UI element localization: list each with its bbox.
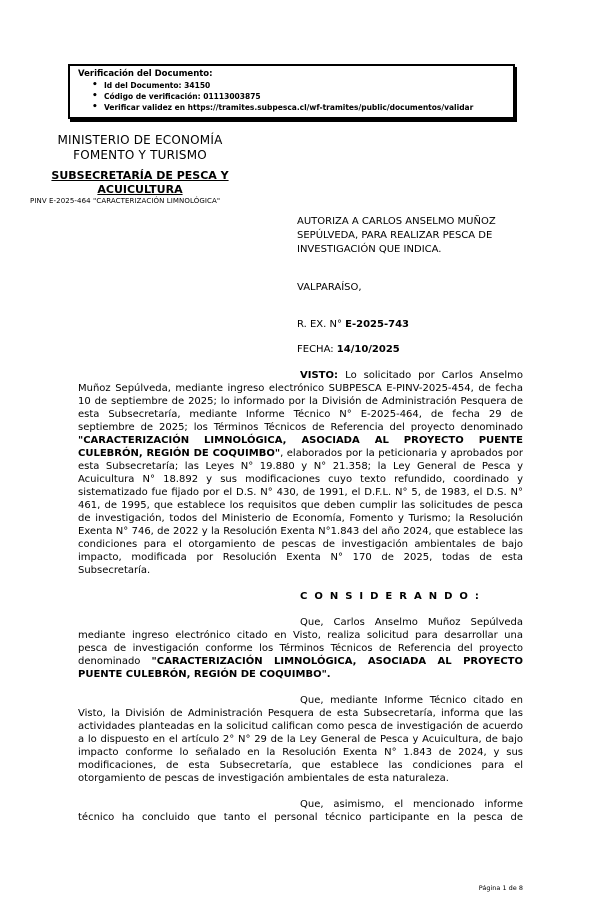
subsecretary-line2: ACUICULTURA xyxy=(97,183,183,196)
date-line xyxy=(297,344,400,355)
project-reference-note: PINV E-2025-464 "CARACTERIZACIÓN LIMNOLÓGICA" xyxy=(30,197,221,205)
document-body xyxy=(78,369,523,837)
city-line: VALPARAÍSO, xyxy=(297,282,362,293)
ministry-line2: FOMENTO Y TURISMO xyxy=(73,148,207,162)
verification-box xyxy=(68,64,515,119)
considerando-paragraph-3: Que, asimismo, el mencionado informe técnico ha concluido que tanto el personal técnico participante en la pesca de xyxy=(78,799,523,823)
considerando-heading: CONSIDERANDO: xyxy=(300,591,486,602)
resolution-number: E-2025-743 xyxy=(345,319,409,330)
resolution-subject: AUTORIZA A CARLOS ANSELMO MUÑOZ SEPÚLVEDA, PARA REALIZAR PESCA DE INVESTIGACIÓN QUE INDICA. xyxy=(297,216,496,255)
subsecretary-line1: SUBSECRETARÍA DE PESCA Y xyxy=(51,169,229,182)
date-label: FECHA: xyxy=(297,344,337,355)
considerando-paragraph-1: Que, Carlos Anselmo Muñoz Sepúlveda mediante ingreso electrónico citado en Visto, realiza solicitud para desarrollar una pesca de investigación conforme los Términos Técnicos de Referencia del proyecto denominado "CARACTERIZACIÓN LIMNOLÓGICA, ASOCIADA AL PROYECTO PUENTE CULEBRÓN, REGIÓN DE COQUIMBO". xyxy=(78,617,523,680)
considerando-paragraph-2: Que, mediante Informe Técnico citado en Visto, la División de Administración Pesquera de esta Subsecretaría, informa que las actividades planteadas en la solicitud califican como pesca de investigación de acuerdo a lo dispuesto en el artículo 2° N° 29 de la Ley General de Pesca y Acuicultura, de bajo impacto conforme lo señalado en la Resolución Exenta N° 1.843 de 2024, y sus modificaciones, de esta Subsecretaría, que establece las condiciones para el otorgamiento de pescas de investigación ambientales de esta naturaleza. xyxy=(78,695,523,784)
page-number-indicator: Página 1 de 8 xyxy=(478,884,523,892)
verification-list xyxy=(78,80,507,113)
subsecretary-name xyxy=(30,169,250,197)
resolution-number-line xyxy=(297,319,409,330)
visto-paragraph: VISTO: Lo solicitado por Carlos Anselmo Muñoz Sepúlveda, mediante ingreso electrónico SUBPESCA E-PINV-2025-454, de fecha 10 de septiembre de 2025; lo informado por la División de Administración Pesquera de esta Subsecretaría, mediante Informe Técnico N° E-2025-464, de fecha 29 de septiembre de 2025; los Términos Técnicos de Referencia del proyecto denominado "CARACTERIZACIÓN LIMNOLÓGICA, ASOCIADA AL PROYECTO PUENTE CULEBRÓN, REGIÓN DE COQUIMBO", elaborados por la peticionaria y aprobados por esta Subsecretaría; las Leyes N° 19.880 y N° 21.358; la Ley General de Pesca y Acuicultura N° 18.892 y sus modificaciones cuyo texto refundido, coordinado y sistematizado fue fijado por el D.S. N° 430, de 1991, el D.F.L. N° 5, de 1983, el D.S. N° 461, de 1995, que establece los requisitos que deben cumplir las solicitudes de pesca de investigación, todos del Ministerio de Economía, Fomento y Turismo; la Resolución Exenta N° 746, de 2022 y la Resolución Exenta N°1.843 del año 2024, que establece las condiciones para el otorgamiento de pescas de investigación ambientales de bajo impacto, modificada por Resolución Exenta N° 170 de 2025, todas de esta Subsecretaría. xyxy=(78,370,524,576)
verification-item-url: • Verificar validez en https://tramites.subpesca.cl/wf-tramites/public/documentos/validar xyxy=(104,102,507,113)
ministry-line1: MINISTERIO DE ECONOMÍA xyxy=(57,133,223,147)
ministry-name xyxy=(30,133,250,163)
verification-item-document-id: • Id del Documento: 34150 xyxy=(104,80,507,91)
verification-item-code: • Código de verificación: 01113003875 xyxy=(104,91,507,102)
date-value: 14/10/2025 xyxy=(336,344,400,355)
verification-title: Verificación del Documento: xyxy=(78,69,213,79)
resolution-label: R. EX. N° xyxy=(297,319,346,330)
